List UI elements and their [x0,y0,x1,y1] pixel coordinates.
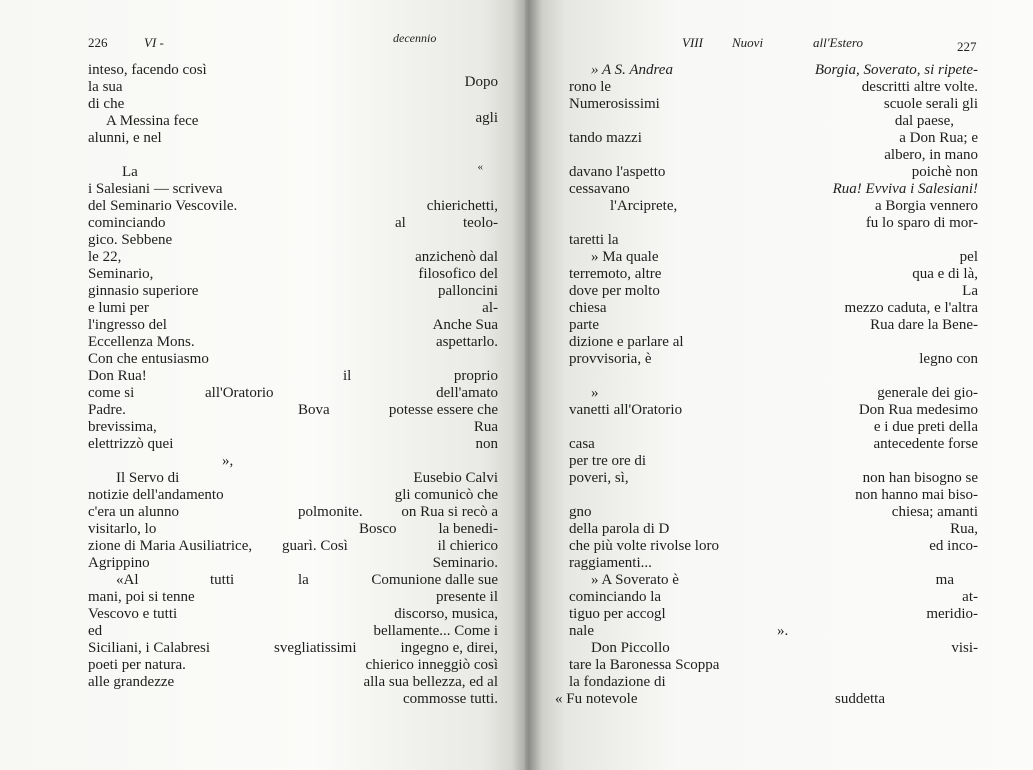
text-line: Don Piccollo [591,640,670,656]
text-line: svegliatissimi [274,640,357,656]
text-line: gli comunicò che [394,487,498,503]
text-line: ingegno e, direi, [400,640,498,656]
text-line: ed [88,623,103,639]
text-line: nale [569,623,594,639]
running-title-left: decennio [393,31,437,45]
text-line: Rua [473,419,498,435]
text-line: generale dei gio- [877,385,978,401]
text-line: La [962,283,978,299]
text-line: cominciando [88,215,166,231]
text-line: Siciliani, i Calabresi [88,640,211,656]
text-line: on Rua si recò a [401,504,498,520]
text-line: la [298,572,309,588]
text-line: tare la Baronessa Scoppa [569,657,720,673]
text-line: come si [88,385,135,401]
text-line: Eccellenza Mons. [88,334,195,350]
text-line: dell'amato [436,385,498,401]
text-line: alla sua bellezza, ed al [363,674,498,690]
text-line: all'Oratorio [205,385,274,401]
text-line: poveri, sì, [569,470,629,486]
text-line: l'Arciprete, [610,198,678,214]
text-line: bellamente... Come i [373,623,498,639]
text-line: rono le [569,79,612,95]
text-line: la fondazione di [569,674,666,690]
text-line: teolo- [463,215,498,231]
text-line: meridio- [926,606,978,622]
text-line: mani, poi si tenne [88,589,195,605]
text-line: » A S. Andrea [591,62,673,78]
text-line: c'era un alunno [88,504,179,520]
text-line: legno con [919,351,978,367]
text-line: dove per molto [569,283,660,299]
text-line: Eusebio Calvi [413,470,498,486]
text-line: » A Soverato è [591,572,679,588]
text-line: anzichenò dal [415,249,498,265]
text-line: antecedente forse [873,436,978,452]
text-line: ». [777,623,789,639]
text-line: davano l'aspetto [569,164,666,180]
text-line: palloncini [438,283,498,299]
text-line: del Seminario Vescovile. [88,198,238,214]
text-line: Bosco [359,521,397,537]
text-line: Seminario. [432,555,498,571]
text-line: Rua, [950,521,978,537]
text-line: alunni, e nel [88,130,162,146]
text-line: poichè non [911,164,978,180]
text-line: presente il [435,589,498,605]
text-line: non hanno mai biso- [855,487,978,503]
text-line: «Al [116,572,139,588]
text-line: qua e di là, [912,266,978,282]
text-line: chiesa; amanti [891,504,978,520]
text-line: le 22, [88,249,122,265]
text-line: agli [475,110,498,126]
text-line: il chierico [437,538,498,554]
text-line: Borgia, Soverato, si ripete- [814,62,978,78]
text-line: al- [482,300,498,316]
text-line: Rua dare la Bene- [870,317,978,333]
text-line: Padre. [88,402,126,418]
running-title-right-1: Nuovi [732,35,764,50]
text-line: Numerosissimi [569,96,660,112]
text-line: della parola di D [569,521,670,537]
text-line: Dopo [464,74,498,90]
text-prefix: A Messina fece [106,113,199,129]
text-line: polmonite. [298,504,363,520]
text-line: che più volte rivolse loro [569,538,719,554]
text-line: casa [569,436,595,452]
text-line: Bova [298,402,330,418]
text-line: l'ingresso del [88,317,167,333]
text-line: Vescovo e tutti [88,606,178,622]
text-line: chiesa [569,300,607,316]
text-line: ginnasio superiore [88,283,199,299]
text-line: suddetta [835,691,885,707]
text-line: Comunione dalle sue [371,572,498,588]
text-line: zione di Maria Ausiliatrice, [88,538,253,554]
text-line: ed inco- [929,538,978,554]
text-line: Agrippino [88,555,150,571]
text-line: dal paese, [894,113,954,129]
text-line: scuole serali gli [883,96,978,112]
text-line: cessavano [569,181,630,197]
text-line: raggiamenti... [569,555,652,571]
text-line: tando mazzi [569,130,642,146]
text-line: », [222,453,234,469]
text-line: aspettarlo. [435,334,498,350]
text-line: Seminario, [88,266,154,282]
text-line: » Ma quale [591,249,659,265]
text-line: Don Rua medesimo [858,402,978,418]
text-line: Rua! Evviva i Salesiani! [832,181,978,197]
text-line: cominciando la [569,589,662,605]
text-line: tutti [210,572,235,588]
text-line: i Salesiani — scriveva [88,181,223,197]
text-line: Anche Sua [432,317,498,333]
text-line: gico. Sebbene [88,232,173,248]
text-line: guarì. Così [282,538,348,554]
text-line: taretti la [569,232,619,248]
text-line: chierichetti, [426,198,498,214]
text-line: La [122,164,138,180]
text-line: descritti altre volte. [861,79,978,95]
text-line: Con che entusiasmo [88,351,209,367]
text-line: » [591,385,599,401]
text-line: notizie dell'andamento [88,487,224,503]
text-line: elettrizzò quei [88,436,174,452]
text-line: e lumi per [88,300,149,316]
text-line: non [475,436,498,452]
page-number-left: 226 [88,35,108,50]
text-line: brevissima, [88,419,157,435]
text-line: vanetti all'Oratorio [569,402,683,418]
text-line: filosofico del [418,266,498,282]
text-line: al [395,215,406,231]
text-line: di che [88,96,125,112]
right-page [525,0,1033,770]
text-line: « Fu notevole [555,691,638,707]
page-number-right: 227 [957,39,977,54]
text-line: a Borgia vennero [874,198,978,214]
text-line: terremoto, altre [569,266,662,282]
text-line [106,113,198,130]
text-line: a Don Rua; e [899,130,978,146]
text-line: pel [959,249,978,265]
book-gutter-shadow [512,0,542,770]
text-line: per tre ore di [569,453,647,469]
text-line: inteso, facendo così [88,62,207,78]
text-line: parte [569,317,599,333]
text-line: « [477,161,483,173]
running-title-right-2: all'Estero [813,35,863,50]
text-line: chierico inneggiò così [365,657,498,673]
chapter-heading-right: VIII [682,35,703,50]
text-line: gno [569,504,592,520]
text-line: e i due preti della [873,419,978,435]
text-line: commosse tutti. [403,691,498,707]
text-line: visi- [951,640,978,656]
text-line: Il Servo di [116,470,180,486]
text-line: poeti per natura. [88,657,186,673]
text-line: Don Rua! [88,368,147,384]
text-line: ma [935,572,954,588]
text-line: dizione e parlare al [569,334,684,350]
chapter-heading-left: VI - [144,35,164,50]
text-line: proprio [453,368,498,384]
text-line: albero, in mano [884,147,978,163]
text-line: il [343,368,352,384]
text-line: provvisoria, è [569,351,652,367]
text-line: la sua [88,79,123,95]
text-line: tiguo per accogl [569,606,666,622]
text-line: alle grandezze [88,674,175,690]
text-line: fu lo sparo di mor- [865,215,978,231]
text-line: at- [962,589,978,605]
text-line: non han bisogno se [862,470,978,486]
text-line: mezzo caduta, e l'altra [844,300,978,316]
text-line: la benedi- [438,521,498,537]
text-line: visitarlo, lo [88,521,157,537]
text-line: discorso, musica, [394,606,498,622]
text-line: potesse essere che [388,402,498,418]
